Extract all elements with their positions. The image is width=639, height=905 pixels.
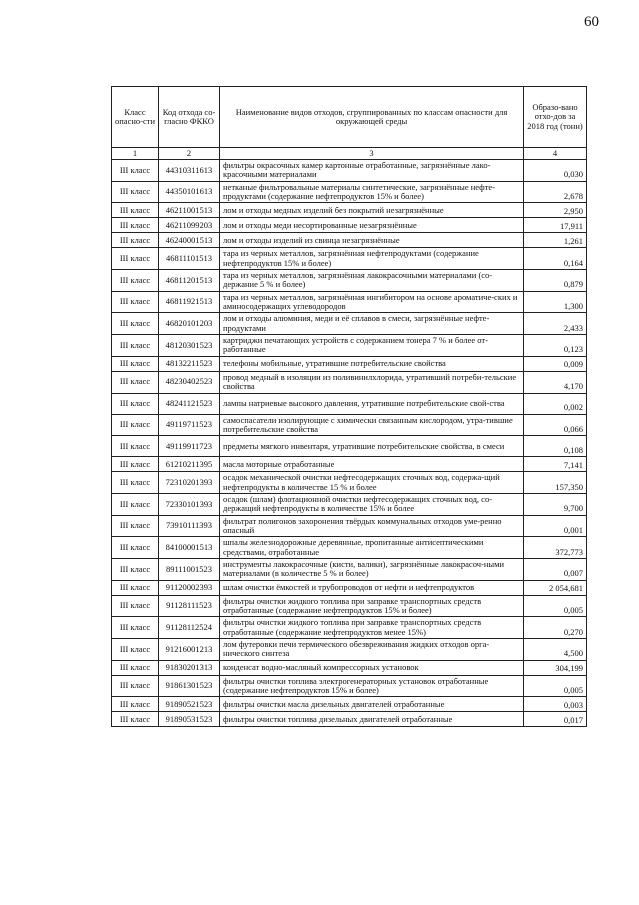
- cell-code: 91216001213: [159, 639, 220, 661]
- table-row: [112, 218, 587, 233]
- cell-amount: 0,005: [524, 675, 587, 697]
- header-code: Код отхода со-гласно ФККО: [159, 87, 220, 148]
- table-row: [112, 393, 587, 414]
- cell-name: лом и отходы алюминия, меди и её сплавов в смеси, загрязнённые нефте-продуктами: [220, 313, 524, 335]
- column-number-row: [112, 148, 587, 160]
- table-row: [112, 617, 587, 639]
- cell-class: III класс: [112, 203, 159, 218]
- cell-name: фильтрат полигонов захоронения твёрдых коммунальных отходов уме-ренно опасный: [220, 515, 524, 537]
- cell-code: 73910111393: [159, 515, 220, 537]
- cell-amount: 7,141: [524, 457, 587, 472]
- cell-class: III класс: [112, 436, 159, 457]
- cell-class: III класс: [112, 160, 159, 182]
- header-class: Класс опасно-сти: [112, 87, 159, 148]
- table-row: [112, 414, 587, 436]
- cell-amount: 2 054,681: [524, 580, 587, 595]
- cell-class: III класс: [112, 371, 159, 393]
- table-row: [112, 371, 587, 393]
- table-header-row: [112, 87, 587, 148]
- cell-class: III класс: [112, 595, 159, 617]
- cell-amount: 0,030: [524, 160, 587, 182]
- table-row: [112, 537, 587, 559]
- cell-amount: 0,001: [524, 515, 587, 537]
- cell-code: 91890531523: [159, 712, 220, 727]
- table-body: [112, 160, 587, 727]
- cell-amount: 372,773: [524, 537, 587, 559]
- cell-amount: 0,009: [524, 356, 587, 371]
- cell-amount: 0,123: [524, 335, 587, 357]
- cell-name: лом и отходы медных изделий без покрытий незагрязнённые: [220, 203, 524, 218]
- cell-amount: 0,066: [524, 414, 587, 436]
- cell-code: 91861301523: [159, 675, 220, 697]
- cell-name: предметы мягкого инвентаря, утратившие потребительские свойства, в смеси: [220, 436, 524, 457]
- cell-amount: 0,270: [524, 617, 587, 639]
- column-number: 1: [112, 148, 159, 160]
- cell-amount: 0,879: [524, 270, 587, 292]
- table-row: [112, 203, 587, 218]
- table-row: [112, 639, 587, 661]
- cell-class: III класс: [112, 181, 159, 203]
- cell-class: III класс: [112, 472, 159, 494]
- cell-name: лом футеровки печи термического обезвреживания жидких отходов орга-нического синтеза: [220, 639, 524, 661]
- cell-class: III класс: [112, 457, 159, 472]
- cell-name: провод медный в изоляции из поливинилхлорида, утративший потреби-тельские свойства: [220, 371, 524, 393]
- cell-class: III класс: [112, 697, 159, 712]
- cell-class: III класс: [112, 270, 159, 292]
- cell-code: 91890521523: [159, 697, 220, 712]
- cell-name: лампы натриевые высокого давления, утратившие потребительские свой-ства: [220, 393, 524, 414]
- cell-class: III класс: [112, 617, 159, 639]
- cell-class: III класс: [112, 660, 159, 675]
- cell-code: 49119711523: [159, 414, 220, 436]
- table-row: [112, 660, 587, 675]
- cell-name: конденсат водно-масляный компрессорных установок: [220, 660, 524, 675]
- cell-code: 46240001513: [159, 233, 220, 248]
- header-name: Наименование видов отходов, сгруппированных по классам опасности для окружающей среды: [220, 87, 524, 148]
- cell-code: 91120002393: [159, 580, 220, 595]
- table-row: [112, 335, 587, 357]
- cell-name: самоспасатели изолирующие с химически связанным кислородом, утра-тившие потребительские свойства: [220, 414, 524, 436]
- waste-table: [111, 86, 587, 727]
- cell-name: телефоны мобильные, утратившие потребительские свойства: [220, 356, 524, 371]
- cell-amount: 0,007: [524, 558, 587, 580]
- table-row: [112, 558, 587, 580]
- table-row: [112, 181, 587, 203]
- table-row: [112, 595, 587, 617]
- table-row: [112, 457, 587, 472]
- cell-name: шпалы железнодорожные деревянные, пропитанные антисептическими средствами, отработанные: [220, 537, 524, 559]
- cell-name: лом и отходы изделий из свинца незагрязнённые: [220, 233, 524, 248]
- cell-amount: 2,950: [524, 203, 587, 218]
- cell-name: тара из черных металлов, загрязнённая ингибитором на основе ароматиче-ских и аминосодержащих углеводородов: [220, 291, 524, 313]
- cell-name: осадок (шлам) флотационной очистки нефтесодержащих сточных вод, со-держащий нефтепродукты в количестве 15% и более: [220, 493, 524, 515]
- cell-class: III класс: [112, 414, 159, 436]
- cell-class: III класс: [112, 537, 159, 559]
- cell-amount: 0,017: [524, 712, 587, 727]
- table-row: [112, 580, 587, 595]
- cell-amount: 0,002: [524, 393, 587, 414]
- table-row: [112, 270, 587, 292]
- table-row: [112, 493, 587, 515]
- cell-code: 72310201393: [159, 472, 220, 494]
- table-row: [112, 675, 587, 697]
- cell-code: 48230402523: [159, 371, 220, 393]
- cell-code: 48132211523: [159, 356, 220, 371]
- cell-amount: 0,005: [524, 595, 587, 617]
- cell-name: нетканые фильтровальные материалы синтетические, загрязнённые нефте-продуктами (содержание нефтепродуктов 15% и более): [220, 181, 524, 203]
- cell-amount: 0,003: [524, 697, 587, 712]
- cell-amount: 2,433: [524, 313, 587, 335]
- cell-code: 46811101513: [159, 248, 220, 270]
- cell-class: III класс: [112, 675, 159, 697]
- cell-code: 91128111523: [159, 595, 220, 617]
- table-row: [112, 356, 587, 371]
- cell-name: фильтры очистки жидкого топлива при заправке транспортных средств отработанные (содержание нефтепродуктов 15% и более): [220, 595, 524, 617]
- cell-name: фильтры очистки масла дизельных двигателей отработанные: [220, 697, 524, 712]
- cell-class: III класс: [112, 248, 159, 270]
- cell-class: III класс: [112, 335, 159, 357]
- cell-amount: 0,164: [524, 248, 587, 270]
- cell-code: 46811201513: [159, 270, 220, 292]
- cell-code: 49119911723: [159, 436, 220, 457]
- cell-code: 46820101203: [159, 313, 220, 335]
- cell-class: III класс: [112, 356, 159, 371]
- cell-class: III класс: [112, 580, 159, 595]
- column-number: 3: [220, 148, 524, 160]
- cell-amount: 17,911: [524, 218, 587, 233]
- cell-class: III класс: [112, 712, 159, 727]
- table-row: [112, 291, 587, 313]
- cell-name: картриджи печатающих устройств с содержанием тонера 7 % и более от-работанные: [220, 335, 524, 357]
- column-number: 2: [159, 148, 220, 160]
- table-row: [112, 313, 587, 335]
- cell-class: III класс: [112, 313, 159, 335]
- cell-class: III класс: [112, 291, 159, 313]
- cell-name: инструменты лакокрасочные (кисти, валики), загрязнённые лакокрасоч-ными материалами (в количестве 5 % и более): [220, 558, 524, 580]
- cell-name: масла моторные отработанные: [220, 457, 524, 472]
- cell-code: 46811921513: [159, 291, 220, 313]
- cell-code: 91830201313: [159, 660, 220, 675]
- cell-amount: 1,300: [524, 291, 587, 313]
- cell-name: осадок механической очистки нефтесодержащих сточных вод, содержа-щий нефтепродукты в количестве 15 % и более: [220, 472, 524, 494]
- table-row: [112, 248, 587, 270]
- cell-code: 84100001513: [159, 537, 220, 559]
- cell-code: 72330101393: [159, 493, 220, 515]
- cell-class: III класс: [112, 639, 159, 661]
- table-row: [112, 233, 587, 248]
- cell-class: III класс: [112, 233, 159, 248]
- cell-name: лом и отходы меди несортированные незагрязнённые: [220, 218, 524, 233]
- cell-name: тара из черных металлов, загрязнённая нефтепродуктами (содержание нефтепродуктов 15% и более): [220, 248, 524, 270]
- cell-amount: 9,700: [524, 493, 587, 515]
- cell-code: 46211001513: [159, 203, 220, 218]
- cell-code: 46211099203: [159, 218, 220, 233]
- cell-class: III класс: [112, 218, 159, 233]
- cell-name: фильтры очистки топлива дизельных двигателей отработанные: [220, 712, 524, 727]
- column-number: 4: [524, 148, 587, 160]
- cell-amount: 0,108: [524, 436, 587, 457]
- cell-class: III класс: [112, 393, 159, 414]
- cell-class: III класс: [112, 558, 159, 580]
- cell-code: 48120301523: [159, 335, 220, 357]
- cell-amount: 157,350: [524, 472, 587, 494]
- cell-amount: 2,678: [524, 181, 587, 203]
- cell-code: 44350101613: [159, 181, 220, 203]
- cell-class: III класс: [112, 493, 159, 515]
- cell-amount: 1,261: [524, 233, 587, 248]
- table-row: [112, 160, 587, 182]
- cell-amount: 4,170: [524, 371, 587, 393]
- table-row: [112, 472, 587, 494]
- cell-code: 44310311613: [159, 160, 220, 182]
- page-number: 60: [584, 14, 599, 30]
- cell-code: 48241121523: [159, 393, 220, 414]
- cell-name: фильтры очистки жидкого топлива при заправке транспортных средств отработанные (содержание нефтепродуктов менее 15%): [220, 617, 524, 639]
- cell-code: 91128112524: [159, 617, 220, 639]
- cell-name: фильтры окрасочных камер картонные отработанные, загрязнённые лако-красочными материалами: [220, 160, 524, 182]
- cell-name: фильтры очистки топлива электрогенераторных установок отработанные (содержание нефтепродуктов 15% и более): [220, 675, 524, 697]
- table-row: [112, 697, 587, 712]
- cell-amount: 4,500: [524, 639, 587, 661]
- table-row: [112, 515, 587, 537]
- cell-code: 61210211395: [159, 457, 220, 472]
- table-row: [112, 436, 587, 457]
- cell-class: III класс: [112, 515, 159, 537]
- cell-code: 89111001523: [159, 558, 220, 580]
- table-row: [112, 712, 587, 727]
- header-amount: Образо-вано отхо-дов за 2018 год (тонн): [524, 87, 587, 148]
- cell-name: шлам очистки ёмкостей и трубопроводов от нефти и нефтепродуктов: [220, 580, 524, 595]
- cell-name: тара из черных металлов, загрязнённая лакокрасочными материалами (со-держание 5 % и более): [220, 270, 524, 292]
- cell-amount: 304,199: [524, 660, 587, 675]
